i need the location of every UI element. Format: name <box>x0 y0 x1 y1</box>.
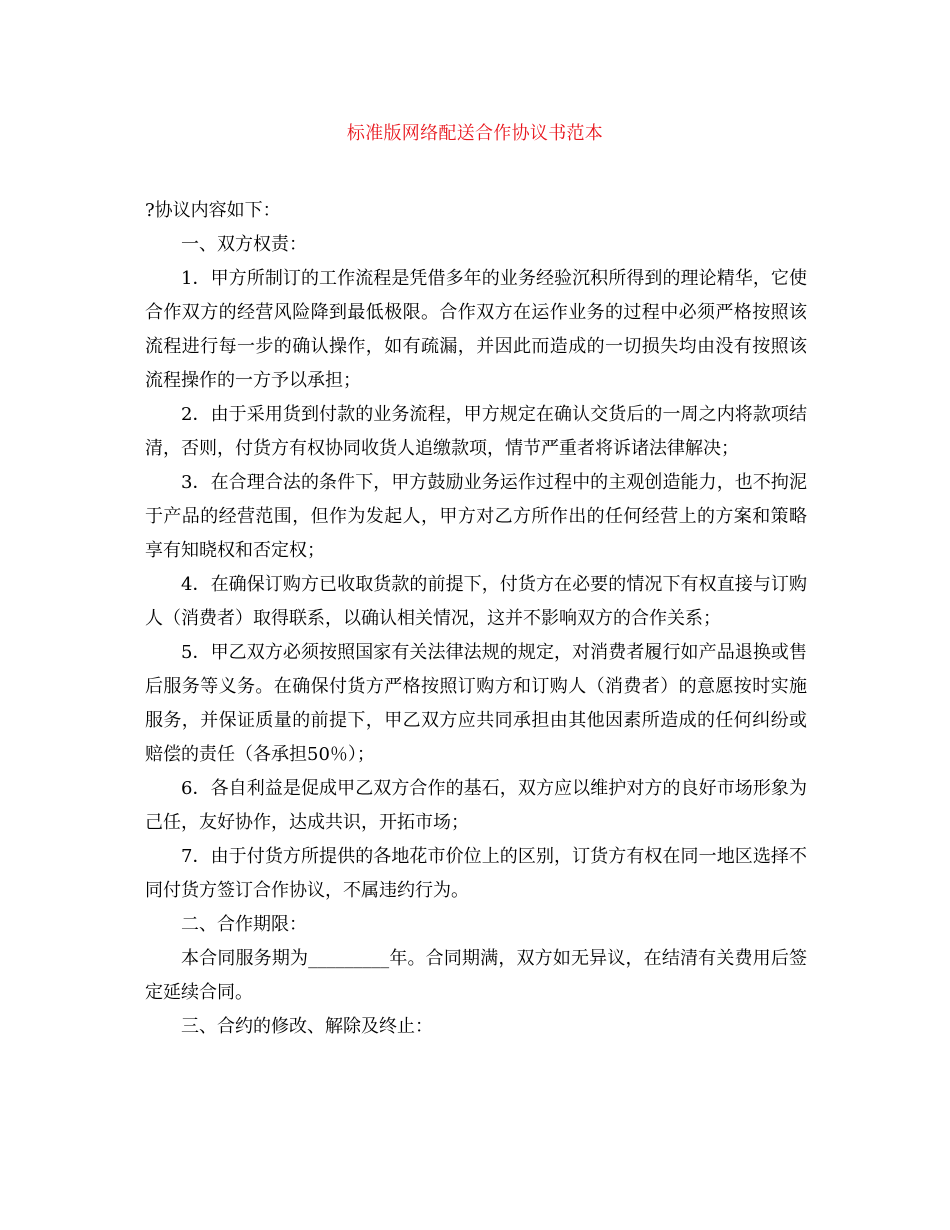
intro-line: ?协议内容如下： <box>145 200 281 221</box>
clause-1: 1．甲方所制订的工作流程是凭借多年的业务经验沉积所得到的理论精华，它使合作双方的经营风险降到最低极限。合作双方在运作业务的过程中必须严格按照该流程进行每一步的确认操作，如有疏漏，并因此而造成的一切损失均由没有按照该流程操作的一方予以承担； <box>145 268 807 391</box>
document-body <box>145 194 807 1044</box>
term-text-before: 本合同服务期为 <box>181 948 309 969</box>
clause-2: 2．由于采用货到付款的业务流程，甲方规定在确认交货后的一周之内将款项结清，否则，付货方有权协同收货人追缴款项，情节严重者将诉诸法律解决； <box>145 404 807 459</box>
clause-3: 3．在合理合法的条件下，甲方鼓励业务运作过程中的主观创造能力，也不拘泥于产品的经营范围，但作为发起人，甲方对乙方所作出的任何经营上的方案和策略享有知晓权和否定权； <box>145 472 807 561</box>
section-2-heading: 二、合作期限： <box>181 914 307 935</box>
term-blank: _________ <box>308 948 390 969</box>
term-text-after: 年。合同期满，双方如无异议，在结清有关费用后签定延续合同。 <box>145 948 808 1003</box>
clause-6: 6．各自利益是促成甲乙双方合作的基石，双方应以维护对方的良好市场形象为己任，友好协作，达成共识，开拓市场； <box>145 778 807 833</box>
section-1-heading: 一、双方权责： <box>181 234 307 255</box>
clause-7: 7．由于付货方所提供的各地花市价位上的区别，订货方有权在同一地区选择不同付货方签订合作协议，不属违约行为。 <box>145 846 807 901</box>
clause-5: 5．甲乙双方必须按照国家有关法律法规的规定，对消费者履行如产品退换或售后服务等义务。在确保付货方严格按照订购方和订购人（消费者）的意愿按时实施服务，并保证质量的前提下，甲乙双方应共同承担由其他因素所造成的任何纠纷或赔偿的责任（各承担50％）； <box>145 642 807 765</box>
section-3-heading: 三、合约的修改、解除及终止： <box>181 1016 433 1037</box>
document-title: 标准版网络配送合作协议书范本 <box>346 123 604 144</box>
clause-4: 4．在确保订购方已收取货款的前提下，付货方在必要的情况下有权直接与订购人（消费者）取得联系，以确认相关情况，这并不影响双方的合作关系； <box>145 574 807 629</box>
term-paragraph <box>145 942 807 1010</box>
